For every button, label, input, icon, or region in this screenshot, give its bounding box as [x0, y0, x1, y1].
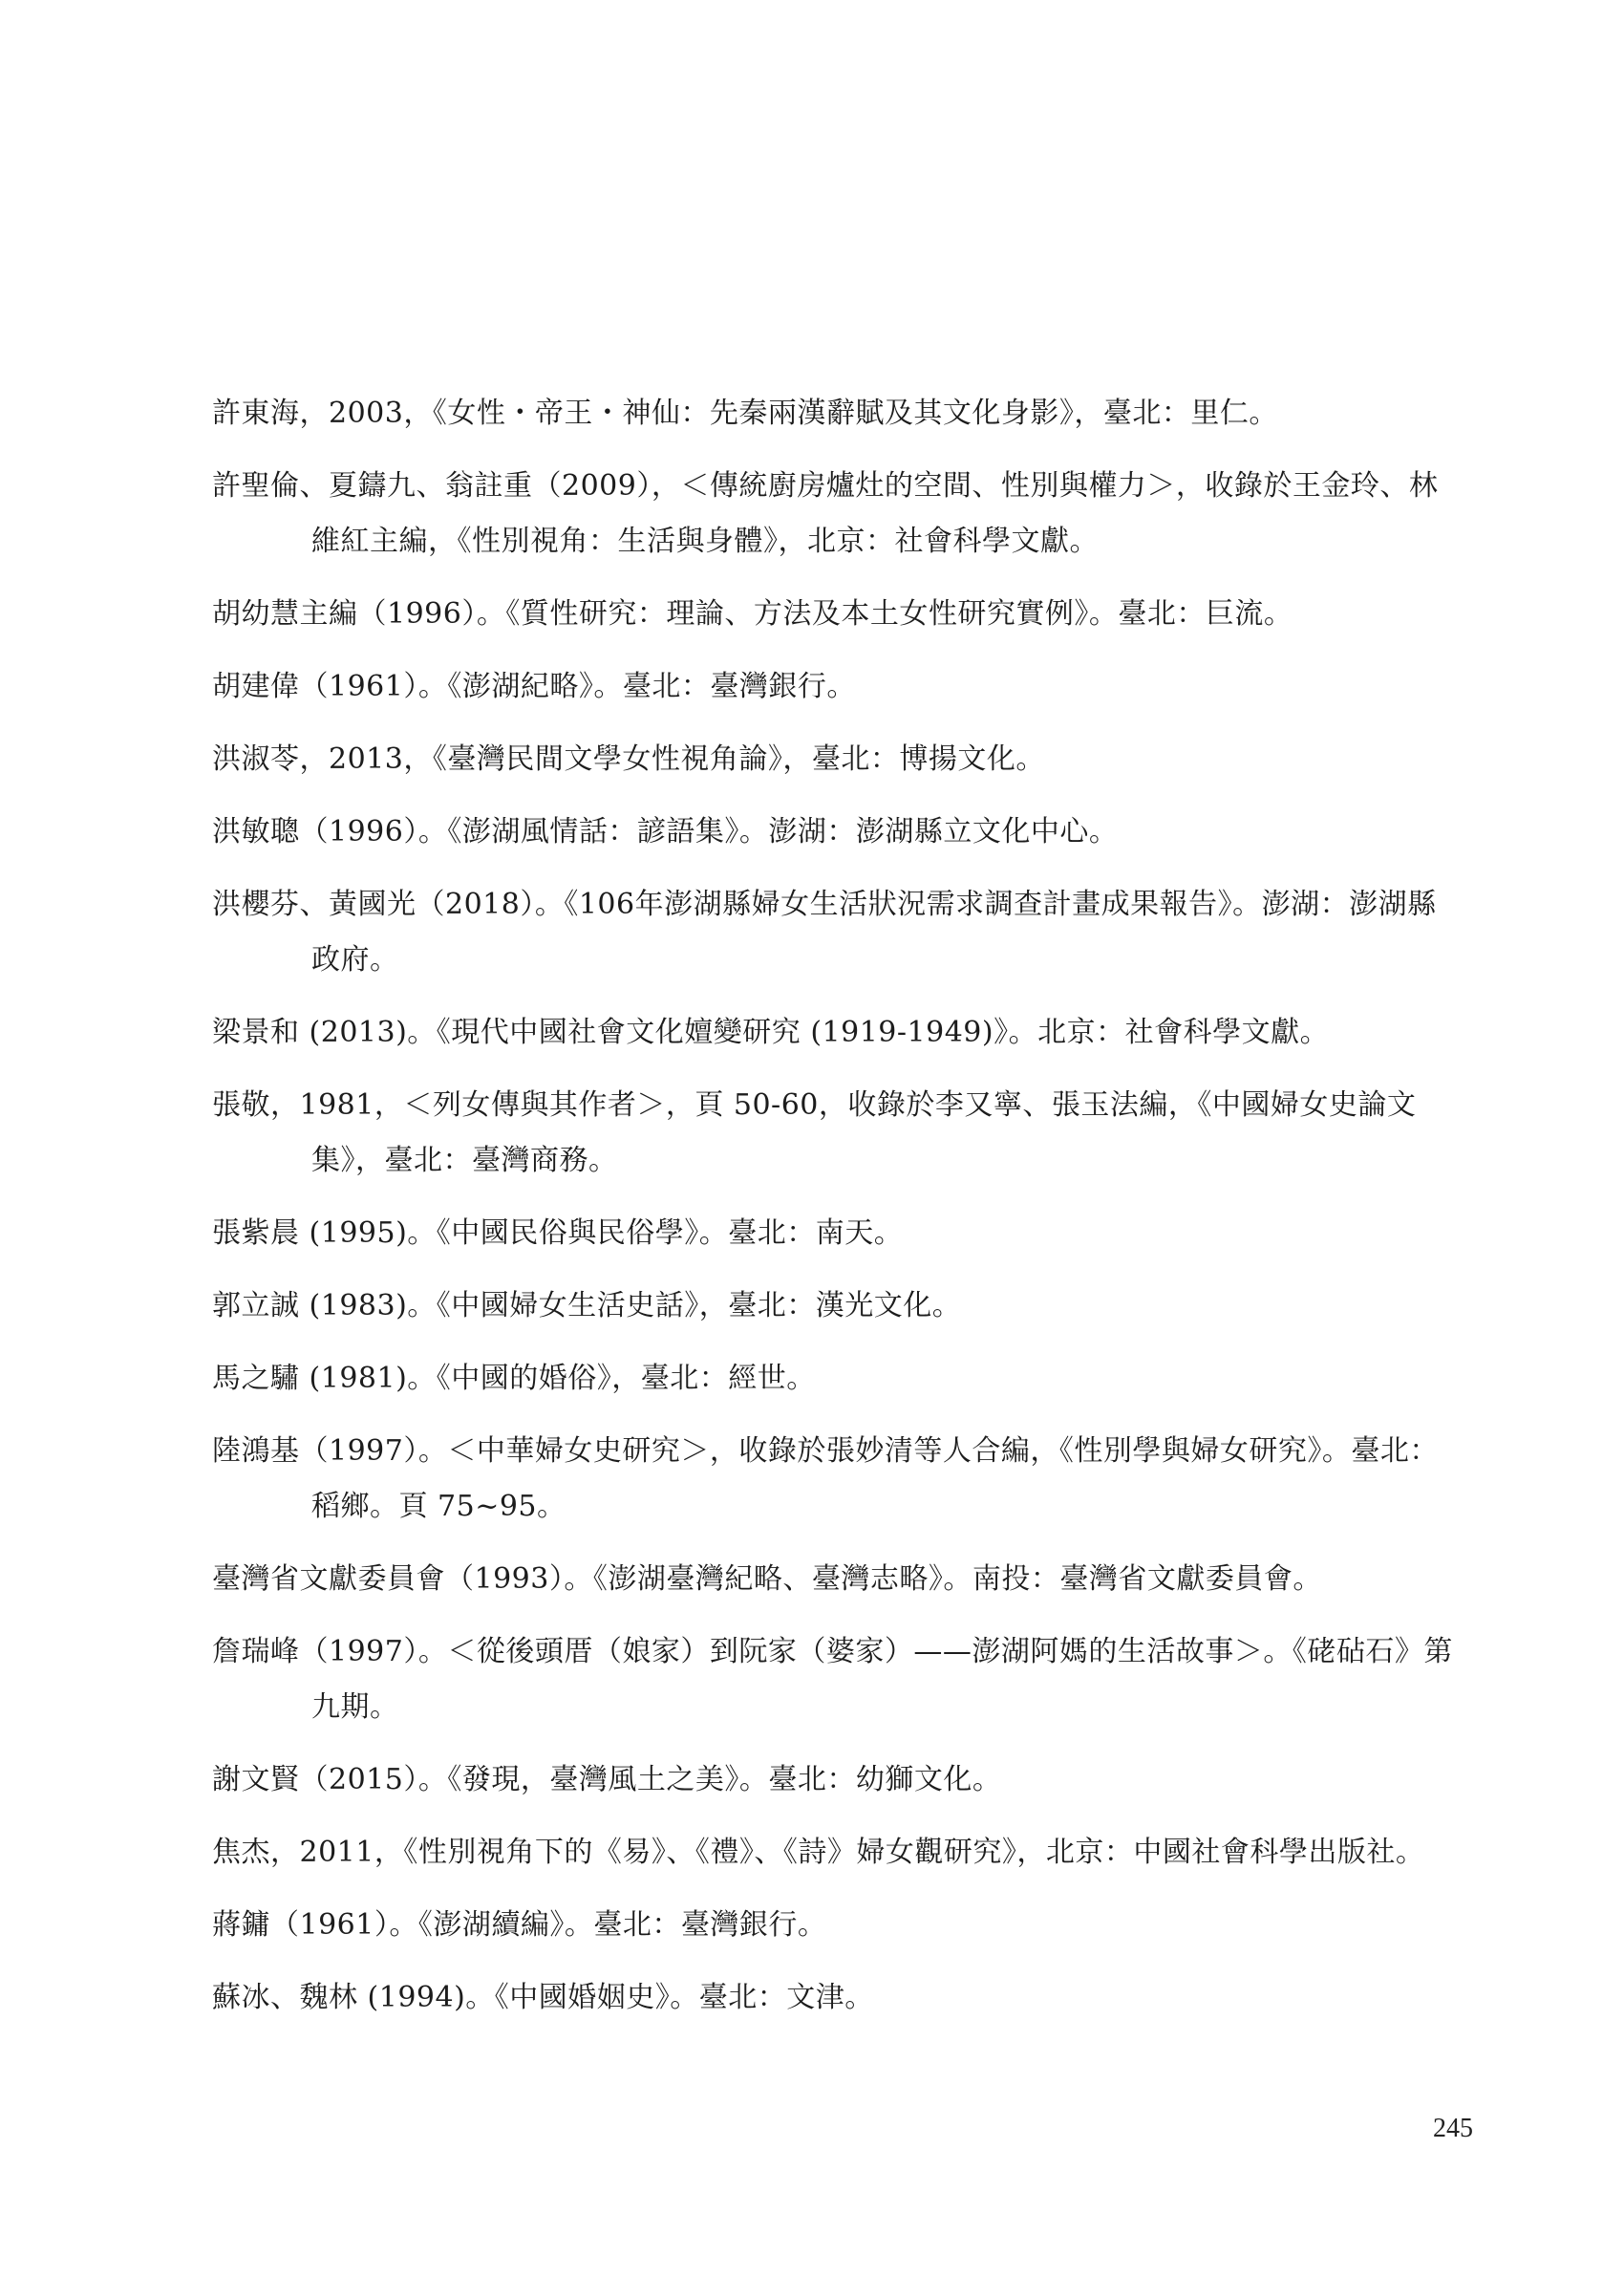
- reference-entry: 洪淑苓，2013，《臺灣民間文學女性視角論》，臺北：博揚文化。: [212, 742, 1045, 776]
- reference-entry: 郭立誠 (1983)。《中國婦女生活史話》，臺北：漢光文化。: [212, 1289, 962, 1322]
- reference-entry: 張敬，1981，＜列女傳與其作者＞，頁 50-60，收錄於李又寧、張玉法編，《中國婦女史論文集》，臺北：臺灣商務。: [212, 1088, 1417, 1177]
- reference-entry: 梁景和 (2013)。《現代中國社會文化嬗變研究 (1919-1949)》。北京：社會科學文獻。: [212, 1016, 1330, 1049]
- reference-entry: 馬之驌 (1981)。《中國的婚俗》，臺北：經世。: [212, 1362, 816, 1395]
- reference-entry: 洪櫻芬、黃國光（2018）。《106年澎湖縣婦女生活狀況需求調查計畫成果報告》。澎湖：澎湖縣政府。: [212, 888, 1437, 977]
- reference-list: [212, 386, 1454, 2043]
- reference-entry: 臺灣省文獻委員會（1993）。《澎湖臺灣紀略、臺灣志略》。南投：臺灣省文獻委員會。: [212, 1562, 1322, 1596]
- reference-entry: 張紫晨 (1995)。《中國民俗與民俗學》。臺北：南天。: [212, 1216, 904, 1250]
- reference-entry: 許聖倫、夏鑄九、翁註重（2009），＜傳統廚房爐灶的空間、性別與權力＞，收錄於王金玲、林維紅主編，《性別視角：生活與身體》，北京：社會科學文獻。: [212, 469, 1439, 558]
- reference-entry: 焦杰，2011，《性別視角下的《易》、《禮》、《詩》婦女觀研究》，北京：中國社會科學出版社。: [212, 1836, 1425, 1869]
- page-number: 245: [1433, 2114, 1473, 2143]
- reference-entry: 詹瑞峰（1997）。＜從後頭厝（娘家）到阮家（婆家）——澎湖阿媽的生活故事＞。《硓砧石》第九期。: [212, 1635, 1453, 1724]
- reference-entry: 胡建偉（1961）。《澎湖紀略》。臺北：臺灣銀行。: [212, 670, 856, 703]
- reference-entry: 許東海，2003，《女性・帝王・神仙：先秦兩漢辭賦及其文化身影》，臺北：里仁。: [212, 397, 1278, 430]
- reference-entry: 洪敏聰（1996）。《澎湖風情話：諺語集》。澎湖：澎湖縣立文化中心。: [212, 815, 1119, 849]
- reference-entry: 蘇冰、魏林 (1994)。《中國婚姻史》。臺北：文津。: [212, 1981, 874, 2014]
- reference-entry: 陸鴻基（1997）。＜中華婦女史研究＞，收錄於張妙清等人合編，《性別學與婦女研究》。臺北：稻鄉。頁 75~95。: [212, 1434, 1439, 1523]
- reference-entry: 胡幼慧主編（1996）。《質性研究：理論、方法及本土女性研究實例》。臺北：巨流。: [212, 597, 1293, 631]
- reference-entry: 蔣鏞（1961）。《澎湖續編》。臺北：臺灣銀行。: [212, 1908, 827, 1942]
- reference-entry: 謝文賢（2015）。《發現，臺灣風土之美》。臺北：幼獅文化。: [212, 1763, 1002, 1796]
